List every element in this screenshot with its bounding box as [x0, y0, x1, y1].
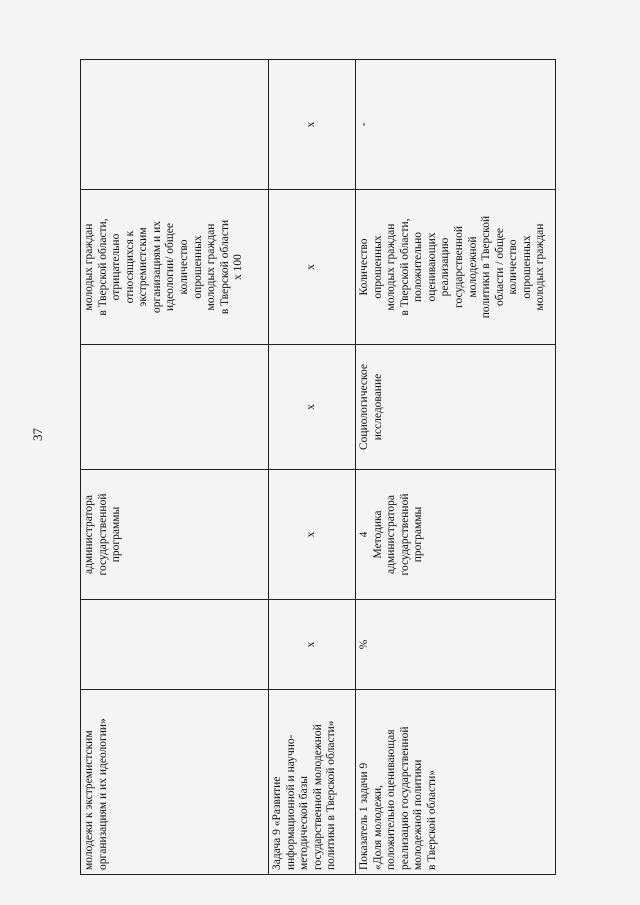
formula-text: Количество опрошенных молодых граждан в Тверской области, положительно оценивающих реализацию государственной молодежной политики в Тверской области / общее количество опрошенных молодых граждан: [358, 215, 547, 319]
method-cell: [81, 470, 269, 600]
formula-text: х: [305, 264, 318, 270]
page-number: 37: [30, 428, 45, 441]
indicators-table: [80, 59, 556, 875]
indicator-text: Показатель 1 задачи 9 «Доля молодежи, положительно оценивающая реализацию государственной молодежной политики в Тверской области»: [358, 726, 438, 870]
indicator-cell: [269, 690, 356, 875]
note-text: -: [358, 122, 370, 127]
method-text: администратора государственной программы: [83, 493, 123, 576]
source-cell: [269, 345, 356, 470]
note-text: х: [305, 121, 318, 128]
formula-cell: [356, 190, 556, 345]
note-cell: [81, 60, 269, 190]
indicator-cell: [81, 690, 269, 875]
indicator-text: молодежи к экстремистским организациям и их идеологии»: [83, 718, 109, 870]
method-cell: [356, 470, 556, 600]
table-row: [81, 60, 269, 875]
formula-cell: [269, 190, 356, 345]
unit-cell: [269, 600, 356, 690]
unit-cell: [81, 600, 269, 690]
method-cell: [269, 470, 356, 600]
rotated-table-container: [80, 60, 555, 875]
source-text: Социологическое исследование: [358, 364, 384, 450]
unit-text: %: [358, 639, 370, 650]
formula-cell: [81, 190, 269, 345]
method-text: 4 Методика администратора государственной программы: [358, 493, 425, 576]
source-cell: [356, 345, 556, 470]
table-row: [269, 60, 356, 875]
indicator-cell: [356, 690, 556, 875]
formula-text: молодых граждан в Тверской области, отрицательно относящихся к экстремистским организациям и их идеологии/ общее количество опрошенных молодых граждан в Тверской области х 100: [83, 218, 245, 316]
table-row: [356, 60, 556, 875]
unit-text: х: [305, 641, 318, 648]
note-cell: [356, 60, 556, 190]
method-text: х: [305, 531, 318, 538]
source-text: х: [305, 404, 318, 410]
source-cell: [81, 345, 269, 470]
indicator-text: Задача 9 «Развитие информационной и научно-методической базы государственной молодежной политики в Тверской области»: [271, 720, 338, 870]
unit-cell: [356, 600, 556, 690]
note-cell: [269, 60, 356, 190]
